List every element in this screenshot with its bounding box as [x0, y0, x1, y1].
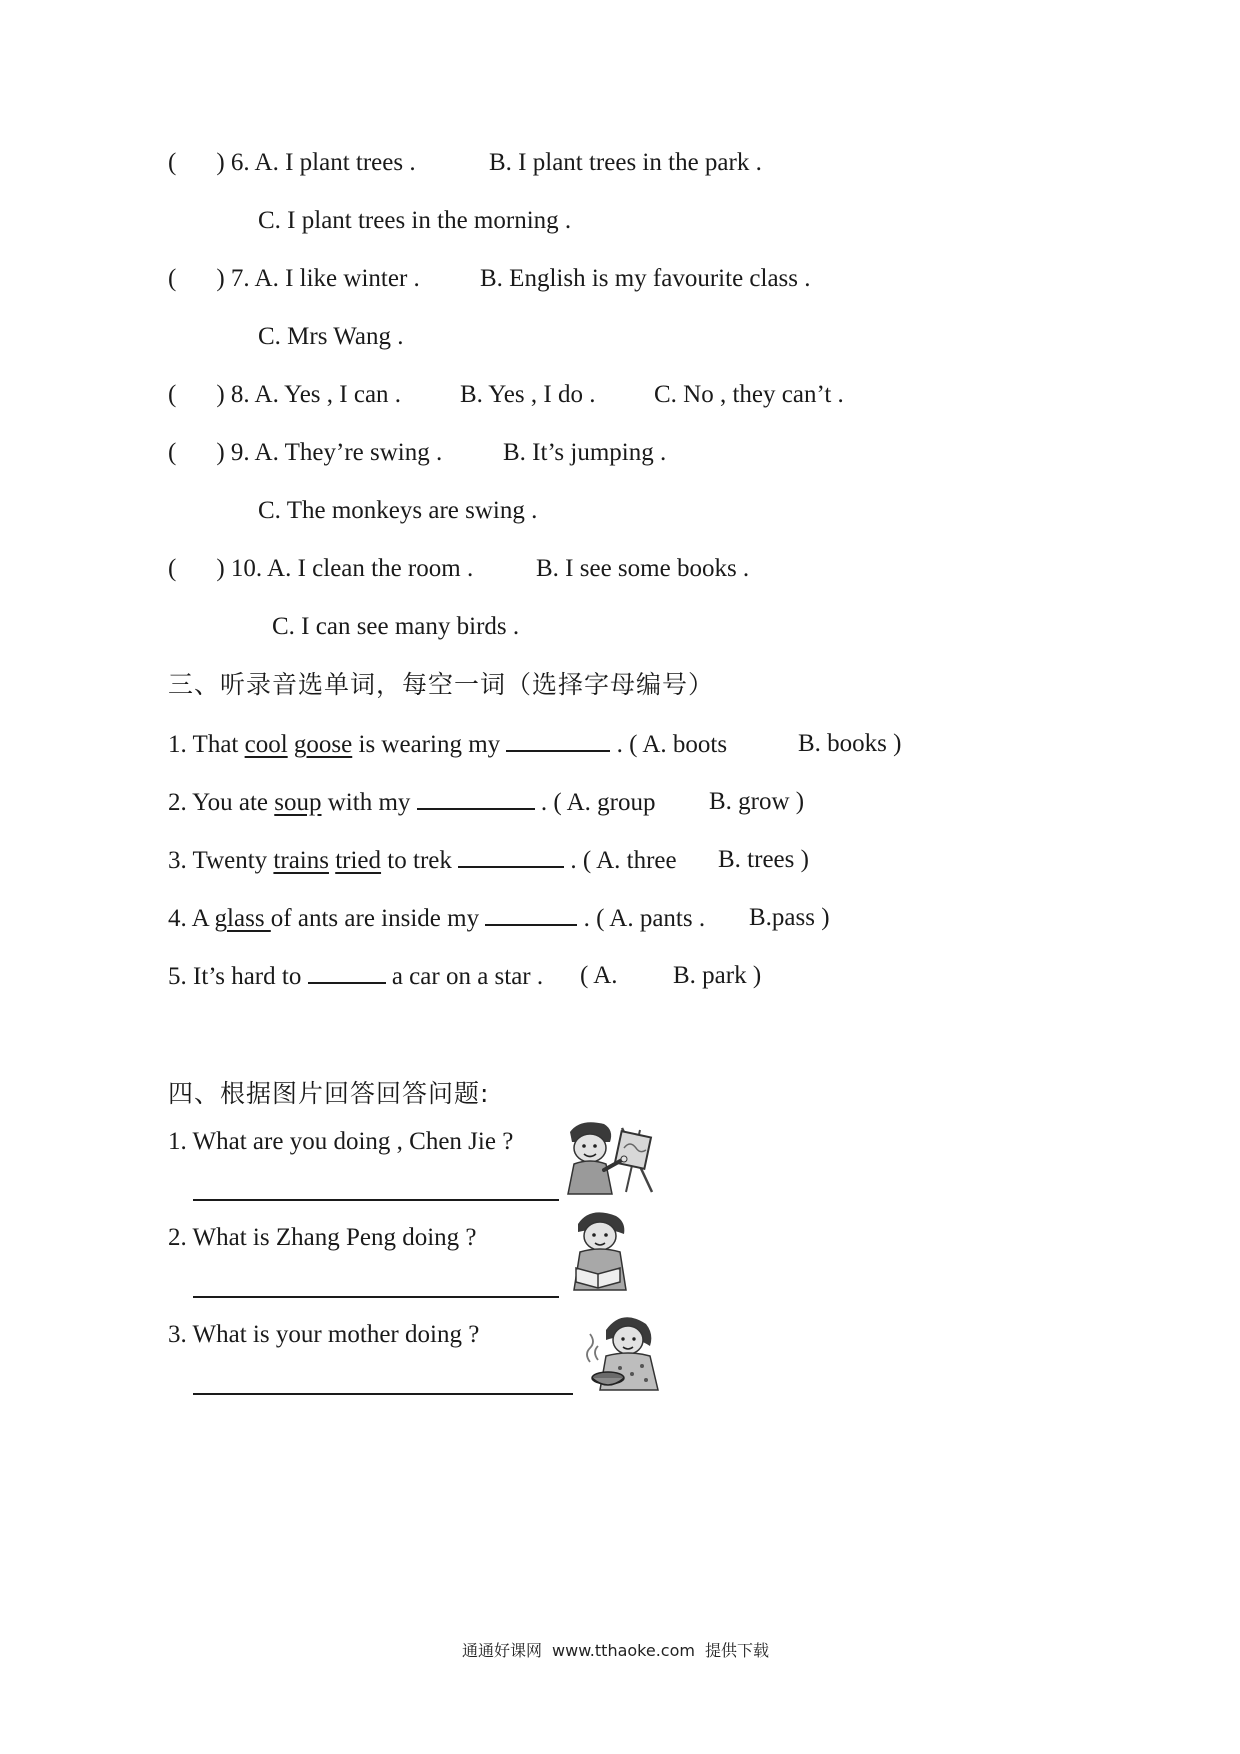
underlined-word: soup: [274, 789, 322, 816]
question-number: 10.: [230, 555, 263, 582]
fill-blank[interactable]: [417, 786, 535, 810]
page-footer: [462, 1638, 779, 1661]
answer-bracket-open: (: [168, 265, 177, 292]
answer-line-2[interactable]: [193, 1296, 559, 1298]
question-8-option-b: B. Yes , I do .: [460, 381, 596, 408]
picture-question-2: 2. What is Zhang Peng doing ?: [168, 1224, 477, 1251]
question-number: 6.: [230, 149, 250, 176]
sentence-1: 1. That cool goose is wearing my . ( A. boots: [168, 728, 727, 761]
sentence-1-option-b: B. books ): [798, 730, 902, 757]
question-number: 7.: [230, 265, 250, 292]
question-7: [168, 263, 420, 295]
answer-line-1[interactable]: [193, 1199, 559, 1201]
answer-bracket-close: ): [216, 381, 225, 408]
fill-blank[interactable]: [458, 844, 564, 868]
question-7-option-c: C. Mrs Wang .: [258, 323, 404, 350]
answer-line-3[interactable]: [193, 1393, 573, 1395]
sentence-4: 4. A glass of ants are inside my . ( A. pants .: [168, 902, 705, 935]
sentence-5-option-b: B. park ): [673, 962, 762, 989]
sentence-3-option-b: B. trees ): [718, 846, 809, 873]
sentence-3: 3. Twenty trains tried to trek . ( A. three: [168, 844, 677, 877]
answer-bracket-open: (: [168, 149, 177, 176]
answer-bracket-close: ): [216, 149, 225, 176]
sentence-4-option-b: B.pass ): [749, 904, 830, 931]
question-10: [168, 553, 473, 585]
girl-painting-picture: [564, 1118, 660, 1196]
question-6-option-b: B. I plant trees in the park .: [489, 149, 762, 176]
question-7-option-b: B. English is my favourite class .: [480, 265, 811, 292]
answer-bracket-close: ): [216, 439, 225, 466]
footer-note: 提供下载: [704, 1641, 769, 1660]
underlined-word: glass: [214, 905, 271, 932]
underlined-word: tried: [335, 847, 382, 874]
question-6: [168, 147, 416, 179]
question-10-option-c: C. I can see many birds .: [272, 613, 520, 640]
mother-cooking-picture: [580, 1312, 662, 1392]
answer-bracket-open: (: [168, 381, 177, 408]
option-a: A. They’re swing .: [254, 439, 443, 466]
underlined-word: trains: [273, 847, 329, 874]
picture-question-1: 1. What are you doing , Chen Jie ?: [168, 1128, 514, 1155]
sentence-2: 2. You ate soup with my . ( A. group: [168, 786, 655, 819]
fill-blank[interactable]: [485, 902, 577, 926]
sentence-5: 5. It’s hard to a car on a star .: [168, 960, 543, 993]
question-6-option-c: C. I plant trees in the morning .: [258, 207, 572, 234]
option-a: A. I plant trees .: [254, 149, 416, 176]
answer-bracket-close: ): [216, 265, 225, 292]
answer-bracket-close: ): [216, 555, 225, 582]
footer-url[interactable]: www.tthaoke.com: [552, 1641, 695, 1660]
section-4-heading: 四、根据图片回答回答问题:: [168, 1079, 490, 1108]
question-number: 8.: [230, 381, 250, 408]
question-9-option-c: C. The monkeys are swing .: [258, 497, 538, 524]
question-10-option-b: B. I see some books .: [536, 555, 750, 582]
answer-bracket-open: (: [168, 555, 177, 582]
fill-blank[interactable]: [506, 728, 610, 752]
option-a: A. I clean the room .: [267, 555, 474, 582]
question-8: [168, 379, 401, 411]
question-8-option-c: C. No , they can’t .: [654, 381, 844, 408]
question-9-option-b: B. It’s jumping .: [503, 439, 667, 466]
option-a: A. Yes , I can .: [254, 381, 402, 408]
section-3-heading: 三、听录音选单词，每空一词（选择字母编号）: [168, 670, 715, 699]
footer-site-name: 通通好课网: [462, 1641, 543, 1660]
sentence-5-option-a: ( A.: [580, 962, 618, 989]
fill-blank[interactable]: [308, 960, 386, 984]
sentence-2-option-b: B. grow ): [709, 788, 805, 815]
picture-question-3: 3. What is your mother doing ?: [168, 1321, 480, 1348]
underlined-word: goose: [293, 731, 353, 758]
underlined-word: cool: [244, 731, 288, 758]
answer-bracket-open: (: [168, 439, 177, 466]
boy-reading-picture: [566, 1208, 638, 1292]
question-number: 9.: [230, 439, 250, 466]
question-9: [168, 437, 442, 469]
option-a: A. I like winter .: [254, 265, 420, 292]
